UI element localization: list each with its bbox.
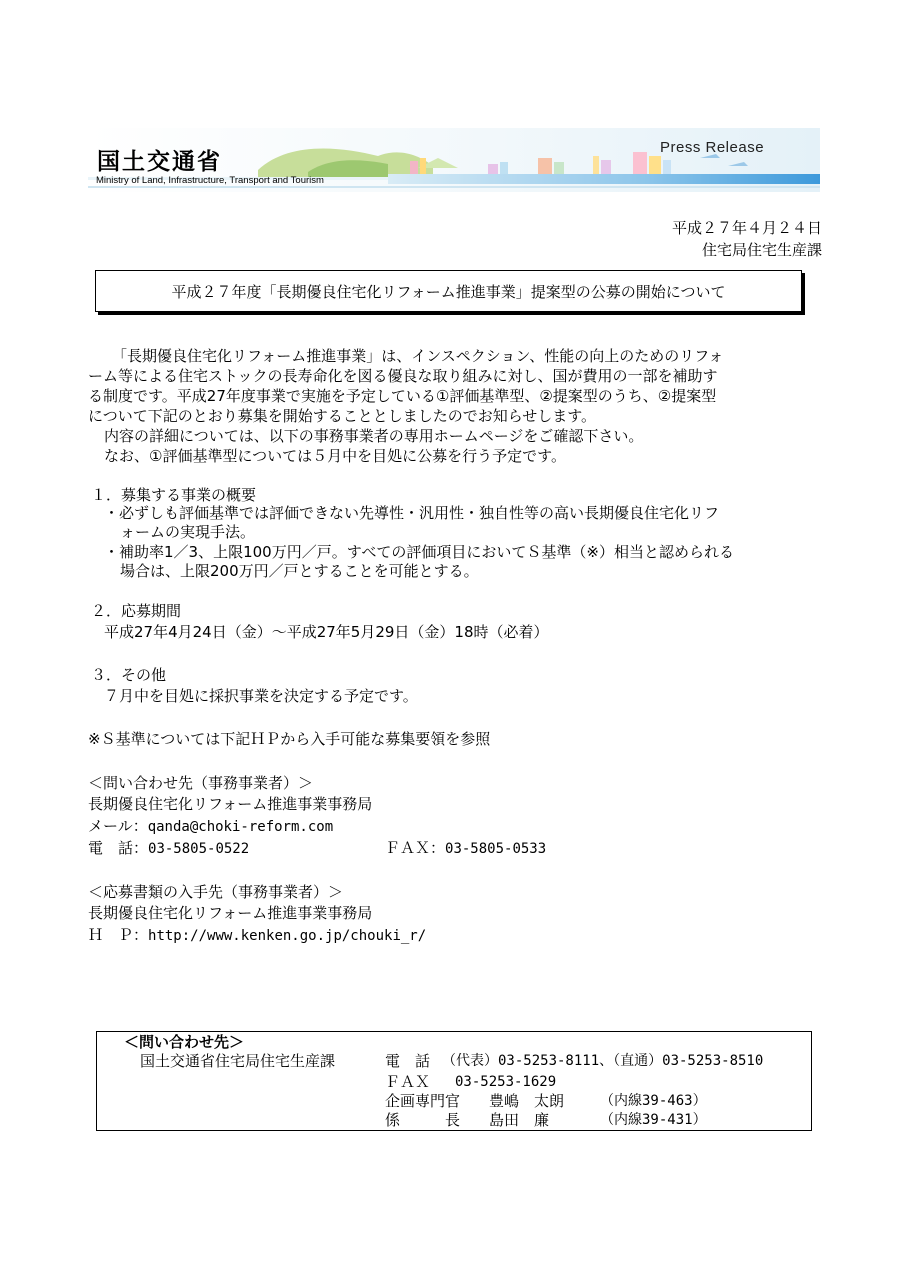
- ministry-name-en: Ministry of Land, Infrastructure, Transport and Tourism: [96, 175, 324, 186]
- contact-person-title: 係 長: [385, 1111, 461, 1129]
- intro-line: について下記のとおり募集を開始することとしましたのでお知らせします。: [88, 407, 597, 425]
- release-date: 平成２７年４月２４日: [671, 219, 822, 237]
- page-title: 平成２７年度「長期優良住宅化リフォーム推進事業」提案型の公募の開始について: [171, 282, 726, 301]
- section3-heading: ３．その他: [91, 666, 167, 684]
- email-link[interactable]: qanda@choki-reform.com: [147, 819, 334, 835]
- documents-org: 長期優良住宅化リフォーム推進事業事務局: [88, 904, 373, 922]
- section2-heading: ２．応募期間: [91, 602, 182, 620]
- section1-bullet-cont: 場合は、上限200万円／戸とすることを可能とする。: [120, 562, 479, 580]
- section3-body: ７月中を目処に採択事業を決定する予定です。: [104, 687, 418, 705]
- section1-heading: １．募集する事業の概要: [91, 486, 257, 504]
- intro-line: 内容の詳細については、以下の事務事業者の専用ホームページをご確認下さい。: [104, 427, 644, 445]
- tel-number: 03-5805-0522: [148, 841, 250, 857]
- inquiry-org: 長期優良住宅化リフォーム推進事業事務局: [88, 795, 373, 813]
- contact-person-ext: （内線39-431）: [600, 1112, 707, 1128]
- tel-label: 電 話：: [88, 839, 149, 857]
- contact-dept: 国土交通省住宅局住宅生産課: [140, 1052, 336, 1070]
- fax-number: 03-5805-0533: [445, 841, 547, 857]
- contact-person-name: 豊嶋 太朗: [489, 1092, 565, 1110]
- application-period: 平成27年4月24日（金）～平成27年5月29日（金）18時（必着）: [104, 623, 549, 641]
- mail-label: メール：: [88, 817, 148, 835]
- inquiry-fax: [385, 838, 546, 859]
- section1-bullet: ・補助率1／3、上限100万円／戸。すべての評価項目においてＳ基準（※）相当と認められる: [104, 543, 734, 561]
- title-box: [95, 270, 802, 312]
- documents-heading: ＜応募書類の入手先（事務事業者）＞: [88, 883, 344, 901]
- inquiry-mail: [88, 816, 333, 837]
- contact-person-title: 企画専門官: [385, 1092, 461, 1110]
- intro-line: なお、①評価基準型については５月中を目処に公募を行う予定です。: [104, 447, 566, 465]
- contact-tel-label: 電 話: [385, 1052, 431, 1070]
- documents-hp: [88, 925, 426, 946]
- hp-link[interactable]: http://www.kenken.go.jp/chouki_r/: [148, 928, 427, 944]
- contact-fax-label: ＦＡＸ: [385, 1073, 431, 1091]
- intro-line: 「長期優良住宅化リフォーム推進事業」は、インスペクション、性能の向上のためのリフォ: [112, 347, 724, 365]
- ministry-name-jp: 国土交通省: [97, 149, 222, 175]
- department: 住宅局住宅生産課: [701, 241, 822, 259]
- s-criteria-note: ※Ｓ基準については下記ＨＰから入手可能な募集要領を参照: [88, 730, 491, 748]
- contact-fax: 03-5253-1629: [455, 1074, 557, 1090]
- contact-tel: （代表）03-5253-8111、（直通）03-5253-8510: [442, 1053, 764, 1069]
- contact-heading: ＜問い合わせ先＞: [124, 1033, 245, 1051]
- section1-bullet: ・必ずしも評価基準では評価できない先導性・汎用性・独自性等の高い長期優良住宅化リフ: [104, 504, 720, 522]
- inquiry-tel: [88, 838, 249, 859]
- fax-label: ＦＡＸ：: [385, 839, 446, 857]
- hp-label: Ｈ Ｐ：: [88, 926, 149, 944]
- contact-person-name: 島田 廉: [489, 1111, 550, 1129]
- inquiry-heading: ＜問い合わせ先（事務事業者）＞: [88, 774, 314, 792]
- intro-line: ーム等による住宅ストックの長寿命化を図る優良な取り組みに対し、国が費用の一部を補助す: [88, 367, 718, 385]
- section1-bullet-cont: ォームの実現手法。: [120, 523, 256, 541]
- press-release-label: Press Release: [660, 139, 765, 156]
- intro-line: る制度です。平成27年度事業で実施を予定している①評価基準型、②提案型のうち、②提案型: [88, 387, 717, 405]
- contact-person-ext: （内線39-463）: [600, 1093, 707, 1109]
